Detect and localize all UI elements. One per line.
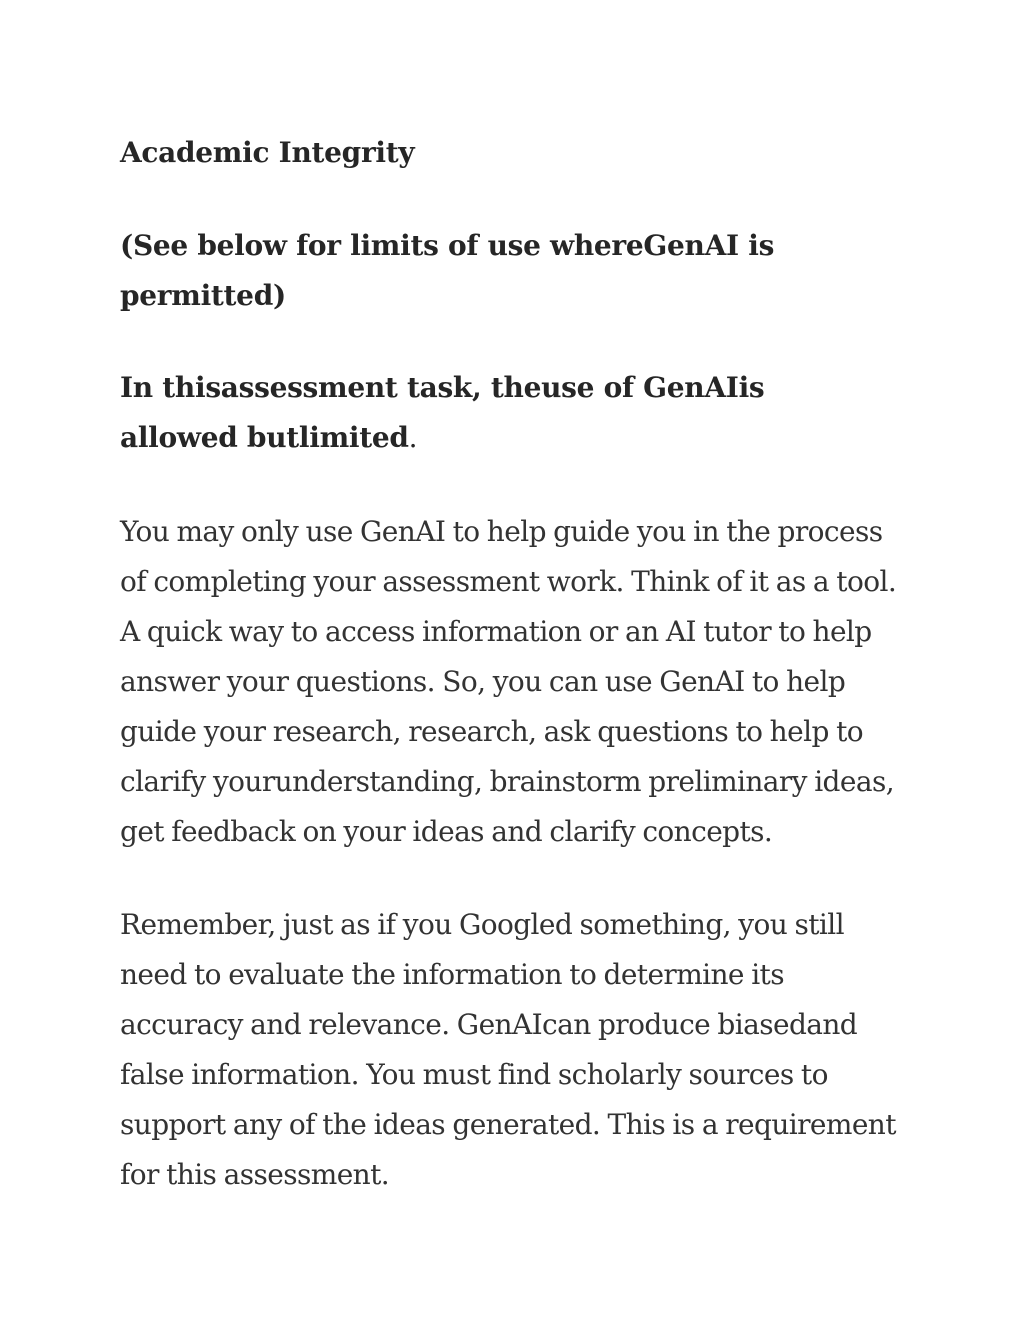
limits-note-line-1: (See below for limits of use whereGenAI is: [120, 229, 775, 262]
genai-statement-line-1: In thisassessment task, theuse of GenAIis: [120, 371, 765, 404]
usage-line-3: A quick way to access information or an AI tutor to help: [120, 615, 872, 648]
genai-statement: [120, 363, 900, 463]
reminder-line-2: need to evaluate the information to determine its: [120, 958, 784, 991]
usage-line-4: answer your questions. So, you can use GenAI to help: [120, 665, 846, 698]
limits-note: [120, 221, 900, 321]
usage-line-5: guide your research, research, ask questions to help to: [120, 715, 863, 748]
usage-line-7: get feedback on your ideas and clarify concepts.: [120, 815, 773, 848]
usage-guidance-paragraph: [120, 507, 910, 857]
reminder-line-6: for this assessment.: [120, 1158, 390, 1191]
usage-line-2: of completing your assessment work. Think of it as a tool.: [120, 565, 897, 598]
reminder-line-3: accuracy and relevance. GenAIcan produce biasedand: [120, 1008, 858, 1041]
genai-statement-period: .: [408, 421, 418, 454]
title-text: Academic Integrity: [120, 136, 415, 169]
usage-line-1: You may only use GenAI to help guide you in the process: [120, 515, 883, 548]
genai-statement-line-2: [120, 413, 900, 463]
genai-statement-line-2-text: allowed butlimited: [120, 421, 409, 454]
limits-note-line-2: permitted): [120, 279, 286, 312]
document-title: [120, 128, 900, 178]
usage-line-6: clarify yourunderstanding, brainstorm preliminary ideas,: [120, 765, 895, 798]
reminder-line-5: support any of the ideas generated. This is a requirement: [120, 1108, 896, 1141]
reminder-line-1: Remember, just as if you Googled something, you still: [120, 908, 844, 941]
evaluation-reminder-paragraph: [120, 900, 910, 1200]
reminder-line-4: false information. You must find scholarly sources to: [120, 1058, 828, 1091]
